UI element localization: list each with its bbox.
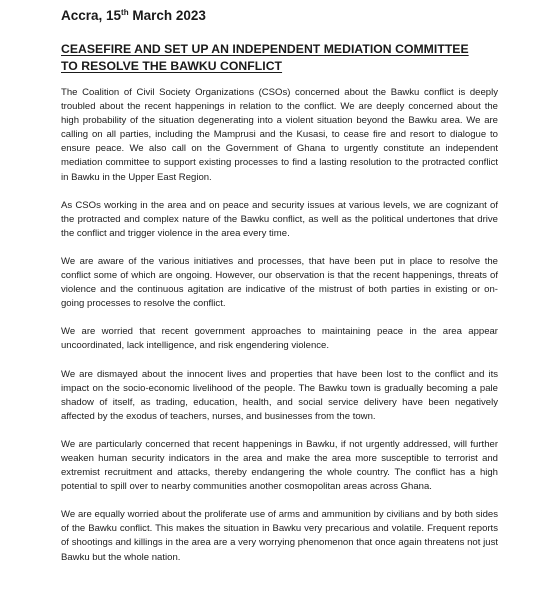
dateline-ordinal-suffix: th	[121, 8, 129, 17]
paragraph-initiatives: We are aware of the various initiatives and processes, that have been put in place to resolve the conflict some of which are ongoing. However, our observation is that the recent happenings, threats of violence and the continuous agitation are indicative of the mistrust of both parties in existing or on-going processes to resolve the conflict.	[61, 255, 498, 310]
statement-title	[61, 41, 498, 75]
statement-title-line-2: TO RESOLVE THE BAWKU CONFLICT	[61, 59, 283, 73]
paragraph-government-approaches: We are worried that recent government approaches to maintaining peace in the area appear uncoordinated, lack intelligence, and risk engendering violence.	[61, 326, 498, 352]
paragraph-protracted-nature: As CSOs working in the area and on peace and security issues at various levels, we are cognizant of the protracted and complex nature of the Bawku conflict, as well as the political undertones that drive the conflict and trigger violence in the area every time.	[61, 199, 498, 239]
statement-title-line-1: CEASEFIRE AND SET UP AN INDEPENDENT MEDIATION COMMITTEE	[61, 42, 469, 56]
paragraph-security-concern: We are particularly concerned that recent happenings in Bawku, if not urgently addressed, will further weaken human security indicators in the area and make the area more susceptible to terrorist and extremist recruitment and attacks, thereby endangering the whole country. The conflict has a high potential to spill over to nearby communities another cosmopolitan areas across Ghana.	[61, 438, 498, 493]
dateline-place: Accra, 15	[61, 8, 122, 23]
dateline-month-year: March 2023	[128, 8, 206, 23]
dateline	[61, 7, 498, 24]
paragraph-coalition-concern: The Coalition of Civil Society Organizations (CSOs) concerned about the Bawku conflict is deeply troubled about the recent happenings in relation to the conflict. We are deeply concerned about the high probability of the situation degenerating into a violent situation beyond the Bawku area. We are calling on all parties, including the Mamprusi and the Kusasi, to cease fire and resort to dialogue to ensure peace. We also call on the Government of Ghana to urgently constitute an independent mediation committee to support existing processes to find a lasting resolution to the protracted conflict in Bawku in the Upper East Region.	[61, 87, 498, 183]
paragraph-lives-lost: We are dismayed about the innocent lives and properties that have been lost to the conflict and its impact on the socio-economic livelihood of the people. The Bawku town is gradually becoming a pale shadow of itself, as trading, education, health, and social service delivery have been negatively affected by the exodus of teachers, nurses, and businesses from the town.	[61, 368, 498, 422]
paragraph-arms-proliferation: We are equally worried about the proliferate use of arms and ammunition by civilians and by both sides of the Bawku conflict. This makes the situation in Bawku very precarious and volatile. Frequent reports of shootings and killings in the area are a very worrying phenomenon that once again threatens not just Bawku but the whole nation.	[61, 509, 498, 563]
